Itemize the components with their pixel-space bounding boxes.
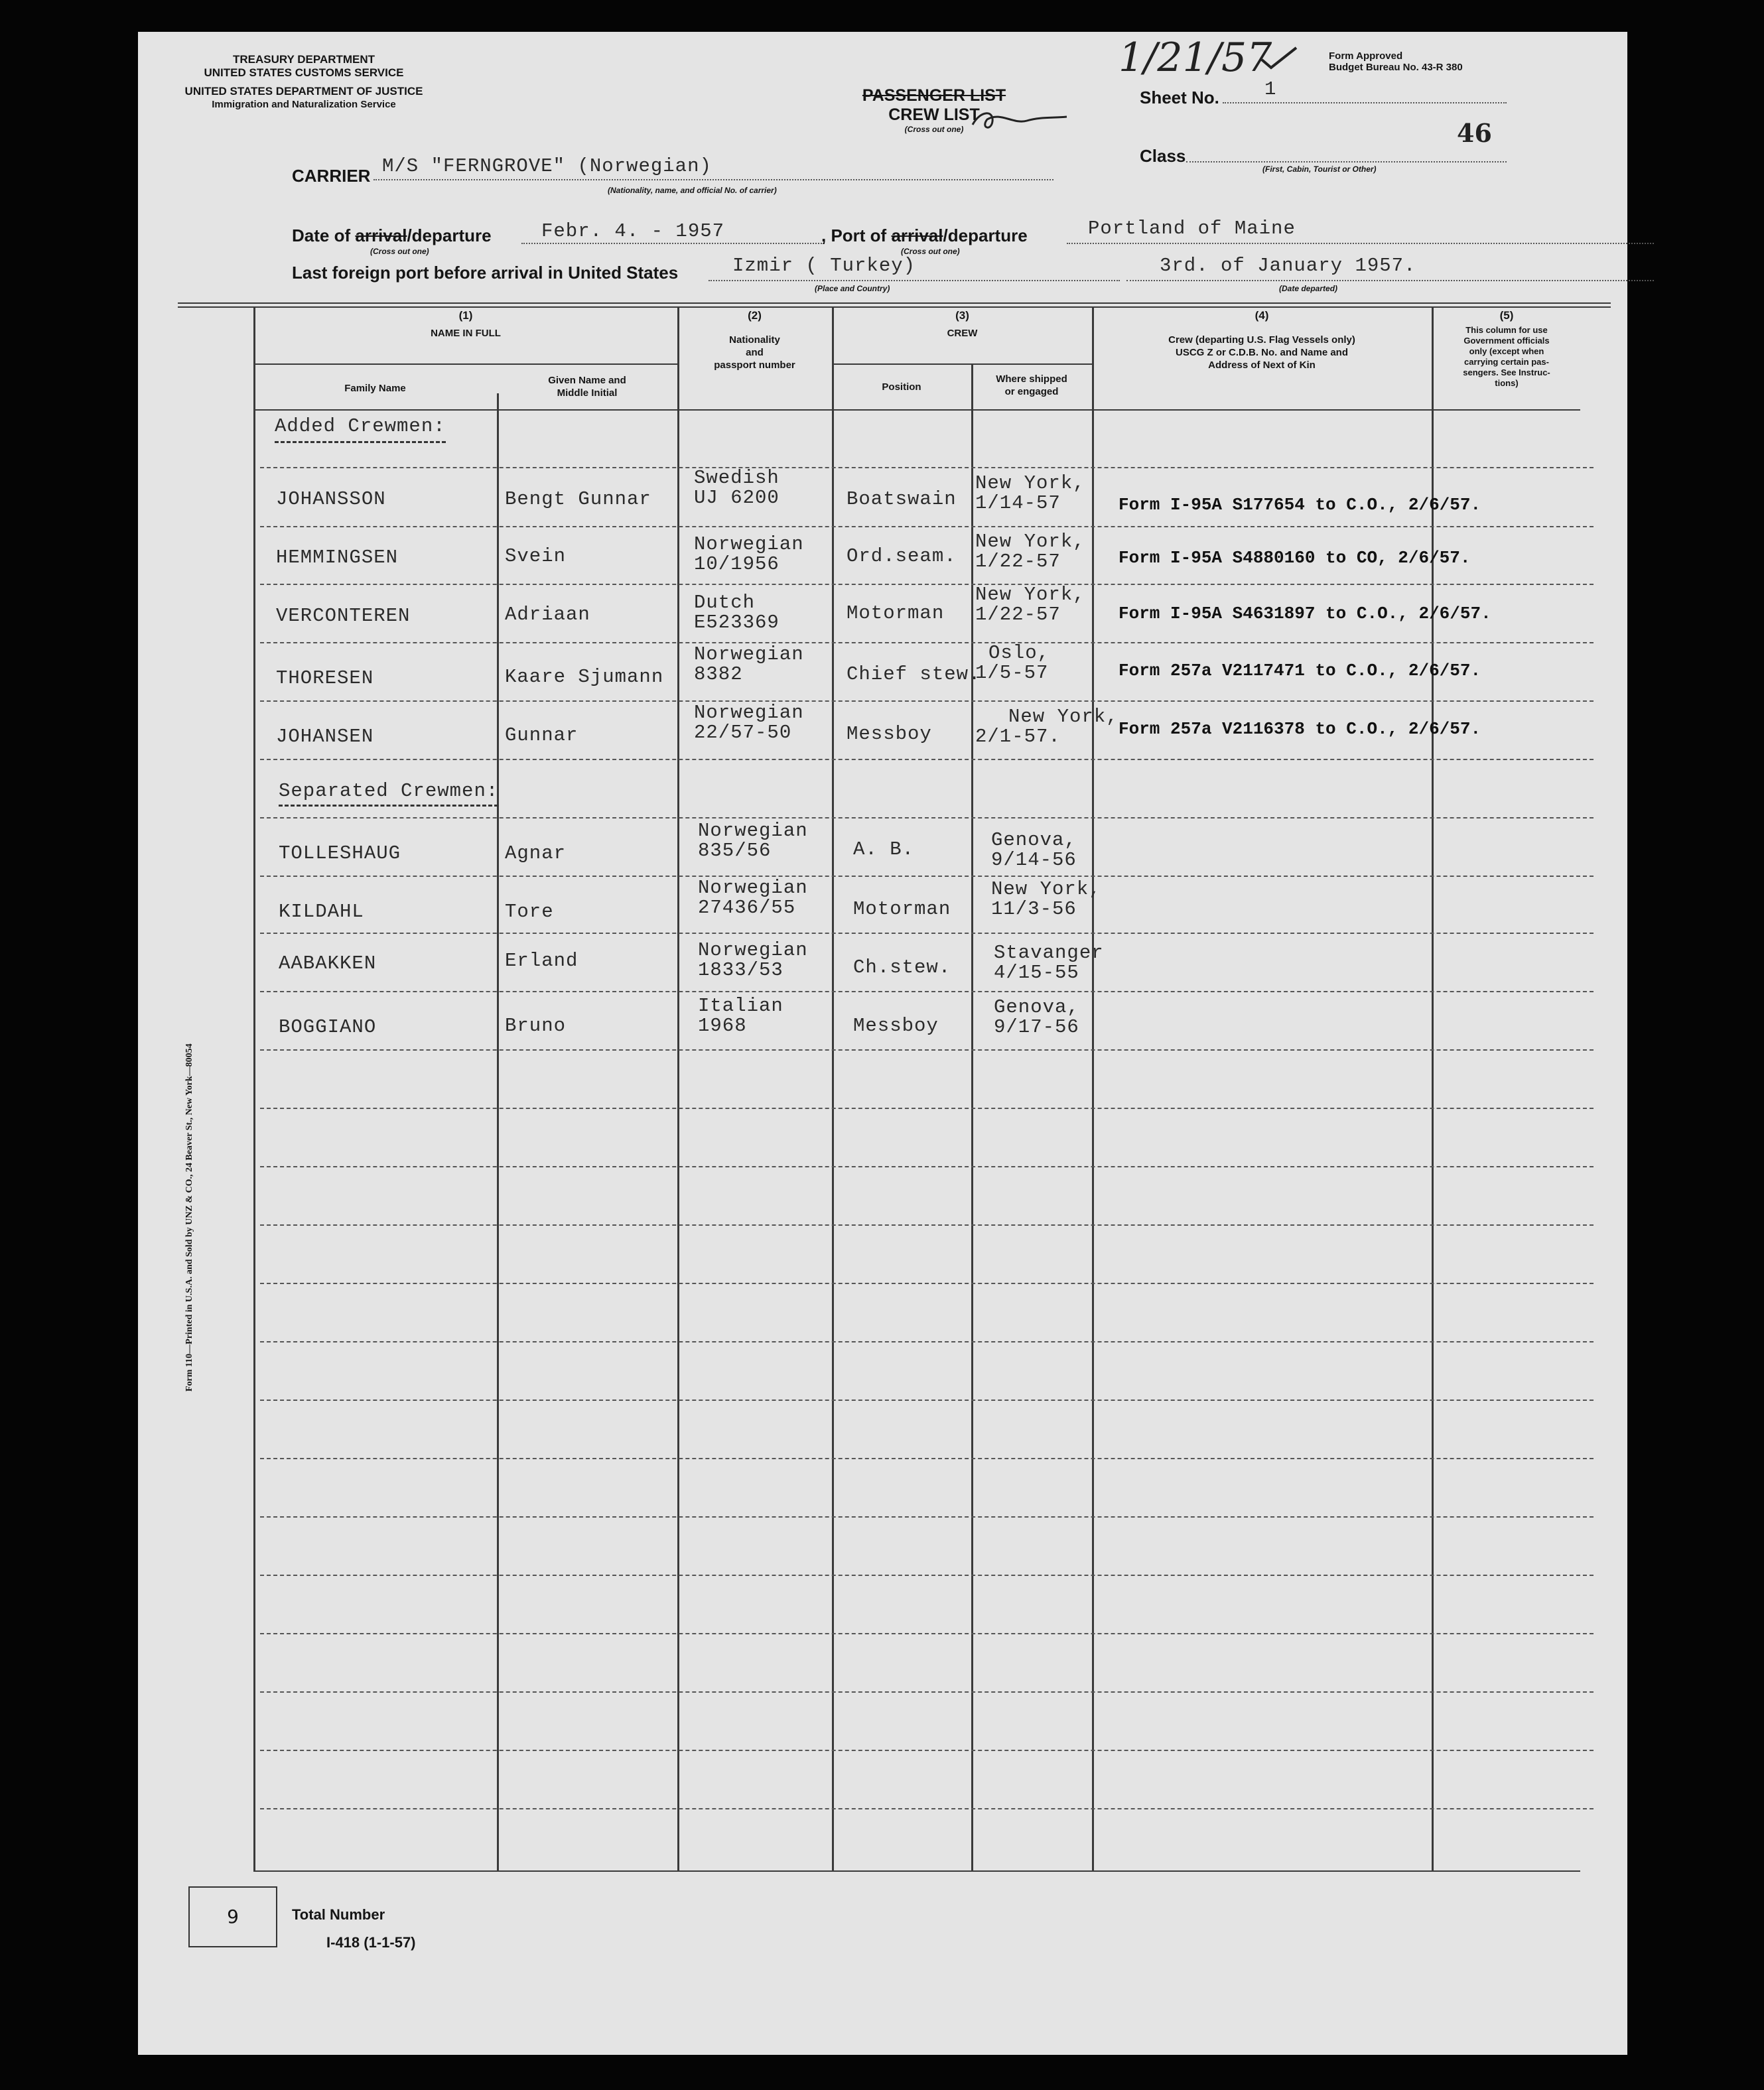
agency-line-1: TREASURY DEPARTMENT (232, 53, 375, 66)
divider-family-given (497, 393, 499, 1872)
crew-given-name: Adriaan (505, 604, 590, 625)
crew-shipped (975, 707, 1119, 747)
total-number-label: Total Number (292, 1906, 385, 1923)
initials-signature (967, 105, 1073, 135)
crew-position: Motorman (853, 898, 951, 920)
agency-line-4: Immigration and Naturalization Service (212, 99, 396, 110)
shipped-date: 4/15-55 (994, 962, 1079, 984)
row-rule (260, 817, 1594, 818)
crew-position: Motorman (847, 602, 945, 624)
shipped-date: 1/5-57 (975, 662, 1049, 684)
crew-shipped (975, 643, 1050, 683)
crew-list-form (138, 32, 1627, 2055)
row-rule (260, 1108, 1594, 1109)
class-line (1186, 161, 1507, 163)
passport-text: 10/1956 (694, 553, 780, 575)
col5-line3: only (except when (1469, 346, 1544, 356)
nationality-text: Dutch (694, 592, 756, 614)
divider-nextofkin-officials (1432, 306, 1434, 1872)
col2-header (677, 309, 832, 371)
nationality-text: Italian (698, 995, 783, 1017)
budget-bureau: Budget Bureau No. 43-R 380 (1329, 62, 1463, 73)
row-rule (260, 1808, 1594, 1809)
port-label-crossed: arrival (891, 226, 943, 245)
shipped-place: New York, (991, 878, 1101, 900)
date-value: Febr. 4. - 1957 (541, 220, 725, 242)
crew-family-name: HEMMINGSEN (276, 547, 399, 568)
col5-line1: This column for use (1465, 325, 1548, 335)
nationality-text: Norwegian (698, 820, 808, 842)
sheet-label: Sheet No. (1140, 88, 1219, 107)
carrier-label: CARRIER (292, 166, 371, 186)
total-number-box (188, 1886, 277, 1947)
row-rule (260, 933, 1594, 934)
agency-line-2: UNITED STATES CUSTOMS SERVICE (204, 66, 404, 79)
passport-text: 1833/53 (698, 959, 783, 981)
crew-shipped (991, 880, 1101, 919)
col1b-line2: Middle Initial (557, 387, 618, 399)
crew-shipped (991, 830, 1077, 870)
divider-nationality-crew (832, 306, 834, 1872)
date-line (521, 243, 825, 244)
crew-position: Chief stew. (847, 663, 981, 685)
passport-text: 1968 (698, 1015, 747, 1037)
col3b-line1: Where shipped (996, 373, 1067, 385)
form-approved-block (1329, 50, 1463, 73)
date-label-crossed: arrival (355, 226, 407, 245)
header-rule-top (178, 302, 1611, 304)
passport-text: E523369 (694, 612, 780, 633)
crew-shipped (994, 943, 1104, 983)
row-rule (260, 1750, 1594, 1751)
date-label (292, 226, 492, 246)
port-label-pre: , Port of (821, 226, 887, 245)
row-rule (260, 1516, 1594, 1518)
header-sep-crew (832, 363, 1093, 365)
nationality-text: Norwegian (694, 702, 804, 724)
shipped-date: 9/17-56 (994, 1016, 1079, 1038)
class-hint: (First, Cabin, Tourist or Other) (1262, 164, 1377, 174)
form-type-crossed: PASSENGER LIST (862, 86, 1006, 105)
date-departed-line (1126, 280, 1654, 281)
crew-nationality (698, 996, 783, 1036)
row-rule (260, 1224, 1594, 1226)
crew-position: Messboy (847, 723, 932, 745)
port-hint: (Cross out one) (901, 247, 960, 256)
sheet-value: 1 (1264, 78, 1277, 100)
crew-shipped (975, 532, 1085, 572)
class-label: Class (1140, 146, 1186, 166)
handwritten-date: 1/21/57 (1119, 34, 1272, 81)
nationality-text: Swedish (694, 467, 780, 489)
col5-line4: carrying certain pas- (1464, 357, 1549, 367)
date-label-pre: Date of (292, 226, 351, 245)
form-code: I-418 (1-1-57) (326, 1934, 416, 1951)
col2-line1: Nationality (729, 334, 780, 346)
last-port-line (709, 280, 1120, 281)
table-left-border (253, 306, 255, 1872)
row-rule (260, 584, 1594, 585)
port-value: Portland of Maine (1088, 218, 1296, 239)
row-rule (260, 991, 1594, 992)
col4-header (1092, 309, 1432, 371)
crew-family-name: JOHANSEN (276, 726, 374, 748)
crew-family-name: THORESEN (276, 667, 374, 689)
date-departed-hint: (Date departed) (1279, 284, 1338, 293)
form-type: CREW LIST (888, 105, 980, 124)
row-rule (260, 1458, 1594, 1459)
last-port-hint: (Place and Country) (815, 284, 890, 293)
col4-num: (4) (1255, 309, 1269, 322)
crew-nationality (694, 703, 804, 743)
row-rule (260, 467, 1594, 468)
crew-position: Messboy (853, 1015, 939, 1037)
nationality-text: Norwegian (694, 643, 804, 665)
shipped-place: Oslo, (988, 642, 1050, 664)
row-rule (260, 526, 1594, 527)
agency-block (184, 53, 423, 111)
header-rule-bottom (178, 306, 1611, 308)
last-port-value: Izmir ( Turkey) (732, 255, 916, 277)
crew-given-name: Agnar (505, 842, 567, 864)
row-rule (260, 700, 1594, 702)
crew-family-name: JOHANSSON (276, 488, 386, 510)
nationality-text: Norwegian (698, 939, 808, 961)
shipped-date: 1/14-57 (975, 492, 1061, 514)
crew-form-note: Form 257a V2117471 to C.O., 2/6/57. (1119, 661, 1481, 681)
row-rule (260, 1691, 1594, 1693)
last-port-label: Last foreign port before arrival in United States (292, 263, 679, 283)
row-rule (260, 1283, 1594, 1284)
crew-form-note: Form I-95A S4880160 to CO, 2/6/57. (1119, 548, 1471, 568)
crew-given-name: Bruno (505, 1015, 567, 1037)
section-added-label: Added Crewmen: (275, 415, 446, 443)
crew-given-name: Gunnar (505, 724, 578, 746)
sheet-line (1223, 102, 1507, 103)
shipped-place: Genova, (994, 996, 1079, 1018)
agency-line-3: UNITED STATES DEPARTMENT OF JUSTICE (184, 85, 423, 98)
crew-form-note: Form 257a V2116378 to C.O., 2/6/57. (1119, 719, 1481, 739)
crew-nationality (694, 593, 780, 633)
col5-num: (5) (1499, 309, 1514, 322)
row-rule (260, 1575, 1594, 1576)
col5-line2: Government officials (1463, 336, 1550, 346)
crew-nationality (698, 941, 808, 980)
crew-position: Boatswain (847, 488, 957, 510)
shipped-place: Genova, (991, 829, 1077, 851)
divider-name-nationality (677, 306, 679, 1872)
date-label-post: /departure (407, 226, 492, 245)
section-separated-label: Separated Crewmen: (279, 780, 498, 807)
crew-given-name: Tore (505, 901, 554, 923)
col3-header (832, 309, 1093, 340)
date-hint: (Cross out one) (370, 247, 429, 256)
crew-form-note: Form I-95A S177654 to C.O., 2/6/57. (1119, 495, 1481, 515)
shipped-place: New York, (1008, 706, 1119, 728)
col2-line3: passport number (714, 359, 795, 371)
row-rule (260, 642, 1594, 643)
carrier-value: M/S "FERNGROVE" (Norwegian) (382, 155, 712, 177)
divider-crew-nextofkin (1092, 306, 1094, 1872)
shipped-date: 1/22-57 (975, 551, 1061, 572)
col3-num: (3) (955, 309, 969, 322)
row-rule (260, 1400, 1594, 1401)
passport-text: 835/56 (698, 840, 772, 862)
crew-nationality (698, 878, 808, 918)
crew-position: Ch.stew. (853, 956, 951, 978)
check-mark (1259, 45, 1299, 72)
shipped-place: New York, (975, 531, 1085, 553)
port-line (1067, 243, 1654, 244)
crew-nationality (694, 535, 804, 574)
crew-nationality (698, 821, 808, 861)
col2-line2: and (746, 347, 764, 358)
shipped-place: Stavanger (994, 942, 1104, 964)
row-rule (260, 876, 1594, 877)
col1-header (253, 309, 678, 340)
shipped-date: 11/3-56 (991, 898, 1077, 920)
col1-title: NAME IN FULL (431, 328, 501, 339)
col5-line6: tions) (1495, 378, 1519, 388)
crew-nationality (694, 645, 804, 685)
row-rule (260, 1166, 1594, 1167)
col4-line3: Address of Next of Kin (1208, 359, 1316, 371)
passport-text: 27436/55 (698, 897, 796, 919)
divider-position-shipped (971, 363, 973, 1872)
crew-family-name: VERCONTEREN (276, 605, 411, 627)
shipped-place: New York, (975, 584, 1085, 606)
passport-text: 22/57-50 (694, 722, 792, 744)
col3a-header: Position (882, 381, 921, 393)
form-approved: Form Approved (1329, 50, 1403, 62)
port-label (821, 226, 1028, 246)
col5-header (1434, 309, 1580, 389)
col1a-header: Family Name (344, 383, 406, 394)
col1b-header (497, 374, 677, 399)
crew-position: Ord.seam. (847, 545, 957, 567)
shipped-date: 1/22-57 (975, 604, 1061, 625)
side-imprint: Form 110—Printed in U.S.A. and Sold by UNZ & CO., 24 Beaver St., New York—80054 (184, 1043, 194, 1392)
crew-nationality (694, 468, 780, 508)
nationality-text: Norwegian (698, 877, 808, 899)
col3b-header (971, 373, 1092, 398)
row-rule (260, 1633, 1594, 1634)
header-sep-bottom (253, 409, 1580, 411)
crew-given-name: Svein (505, 545, 567, 567)
total-number-value: 9 (227, 1906, 239, 1927)
carrier-line (373, 179, 1053, 180)
col5-line5: sengers. See Instruc- (1463, 367, 1550, 377)
crew-position: A. B. (853, 838, 915, 860)
passport-text: UJ 6200 (694, 487, 780, 509)
crew-family-name: AABAKKEN (279, 952, 377, 974)
crew-given-name: Bengt Gunnar (505, 488, 651, 510)
date-departed-value: 3rd. of January 1957. (1160, 255, 1416, 277)
header-sep-name (253, 363, 678, 365)
crew-given-name: Erland (505, 950, 578, 972)
passport-text: 8382 (694, 663, 743, 685)
crew-shipped (975, 474, 1085, 513)
shipped-date: 2/1-57. (975, 726, 1061, 748)
shipped-date: 9/14-56 (991, 849, 1077, 871)
page-number: 46 (1457, 118, 1492, 148)
crew-family-name: TOLLESHAUG (279, 842, 401, 864)
crew-given-name: Kaare Sjumann (505, 666, 664, 688)
crew-form-note: Form I-95A S4631897 to C.O., 2/6/57. (1119, 604, 1491, 623)
crew-shipped (994, 998, 1079, 1037)
row-rule (260, 1341, 1594, 1342)
crew-family-name: KILDAHL (279, 901, 364, 923)
carrier-hint: (Nationality, name, and official No. of carrier) (608, 186, 777, 195)
port-label-post: /departure (943, 226, 1028, 245)
form-type-hint: (Cross out one) (904, 125, 964, 134)
crew-family-name: BOGGIANO (279, 1016, 377, 1038)
col4-line1: Crew (departing U.S. Flag Vessels only) (1168, 334, 1355, 346)
shipped-place: New York, (975, 472, 1085, 494)
crew-shipped (975, 585, 1085, 625)
table-bottom-border (253, 1870, 1580, 1872)
col3-title: CREW (947, 328, 978, 339)
col3b-line2: or engaged (1004, 386, 1059, 397)
col2-num: (2) (748, 309, 762, 322)
col4-line2: USCG Z or C.D.B. No. and Name and (1175, 347, 1349, 358)
col1-num: (1) (458, 309, 473, 322)
row-rule (260, 759, 1594, 760)
col1b-line1: Given Name and (548, 375, 626, 386)
nationality-text: Norwegian (694, 533, 804, 555)
row-rule (260, 1049, 1594, 1051)
